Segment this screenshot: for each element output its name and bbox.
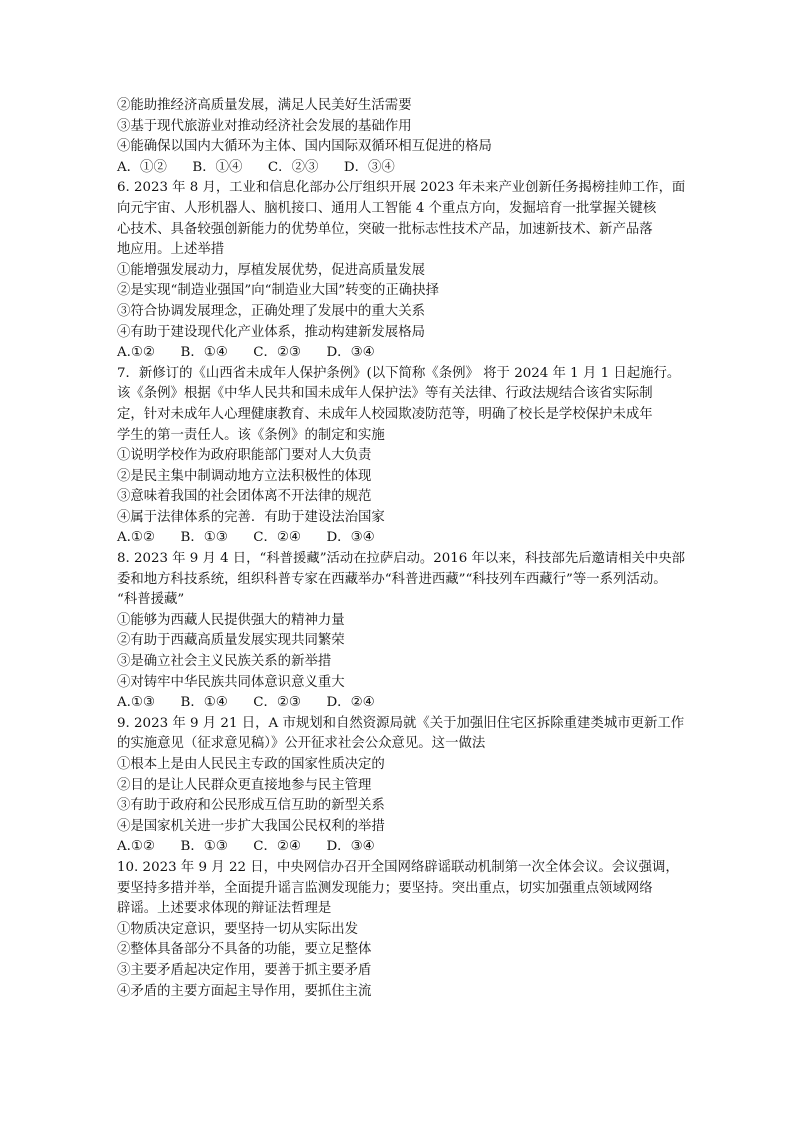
option-item: ②是实现“制造业强国”向“制造业大国”转变的正确抉择 — [117, 283, 439, 299]
option-item: ①能够为西藏人民提供强大的精神力量 — [117, 612, 345, 628]
answer-choices: A.①③ B．①④ C．②③ D．②④ — [117, 695, 375, 711]
option-item: ③是确立社会主义民族关系的新举措 — [117, 654, 332, 670]
option-item: ④有助于建设现代化产业体系，推动构建新发展格局 — [117, 324, 425, 340]
question-stem-line: 心技术、具备较强创新能力的优势单位，突破一批标志性技术产品，加速新技术、新产品落 — [117, 221, 653, 237]
option-item: ①根本上是由人民民主专政的国家性质决定的 — [117, 757, 385, 772]
option-item: ③有助于政府和公民形成互信互助的新型关系 — [117, 798, 385, 814]
answer-choices: A.①② B．①③ C．②④ D．③④ — [117, 530, 375, 546]
question-stem-line: 学生的第一责任人。该《条例》的制定和实施 — [117, 427, 385, 443]
answer-choices: A.①② B．①④ C．②③ D．③④ — [117, 345, 375, 361]
answer-choices: A．①② B．①④ C．②③ D．③④ — [117, 159, 395, 175]
question-stem-line: 9. 2023 年 9 月 21 日，A 市规划和自然资源局就《关于加强旧住宅区拆除重建类城市更新工作 — [117, 715, 685, 731]
option-item: ②能助推经济高质量发展，满足人民美好生活需要 — [117, 98, 412, 113]
option-item: ②是民主集中制调动地方立法积极性的体现 — [117, 468, 372, 484]
option-item: ②目的是让人民群众更直接地参与民主管理 — [117, 777, 372, 793]
option-item: ④矛盾的主要方面起主导作用，要抓住主流 — [117, 983, 372, 999]
question-stem-line: 向元宇宙、人形机器人、脑机接口、通用人工智能 4 个重点方向，发掘培育一批掌握关键核 — [117, 200, 657, 216]
question-stem-line: 7．新修订的《山西省未成年人保护条例》(以下简称《条例》 将于 2024 年 1 月 1 日起施行。 — [117, 365, 681, 381]
question-stem-line: 定，针对未成年人心理健康教育、未成年人校园欺凌防范等，明确了校长是学校保护未成年 — [117, 406, 653, 422]
option-item: ④是国家机关进一步扩大我国公民权利的举措 — [117, 818, 385, 834]
answer-choices: A.①② B．①③ C．②④ D．③④ — [117, 839, 375, 855]
option-item: ①说明学校作为政府职能部门要对人大负责 — [117, 448, 372, 464]
option-item: ③主要矛盾起决定作用，要善于抓主要矛盾 — [117, 962, 372, 978]
option-item: ④属于法律体系的完善．有助于建设法治国家 — [117, 509, 385, 525]
option-item: ②有助于西藏高质量发展实现共同繁荣 — [117, 633, 345, 649]
question-9 — [117, 714, 685, 858]
option-item: ④能确保以国内大循环为主体、国内国际双循环相互促进的格局 — [117, 139, 492, 155]
question-stem-line: 6. 2023 年 8 月，工业和信息化部办公厅组织开展 2023 年未来产业创新任务揭榜挂帅工作，面 — [117, 180, 686, 196]
option-item: ①物质决定意识，要坚持一切从实际出发 — [117, 921, 359, 937]
question-stem-line: 委和地方科技系统，组织科普专家在西藏举办“科普进西藏”“科技列车西藏行”等一系列活动。 — [117, 571, 667, 587]
question-stem-line: “科普援藏” — [117, 592, 185, 608]
question-6 — [117, 178, 685, 363]
question-stem-line: 10. 2023 年 9 月 22 日，中央网信办召开全国网络辟谣联动机制第一次全体会议。会议强调， — [117, 859, 679, 875]
exam-page — [117, 96, 685, 1002]
option-item: ②整体具备部分不具备的功能，要立足整体 — [117, 942, 372, 958]
option-item: ③基于现代旅游业对推动经济社会发展的基础作用 — [117, 118, 412, 134]
question-8 — [117, 549, 685, 714]
question-stem-line: 8. 2023 年 9 月 4 日，“科普援藏”活动在拉萨启动。2016 年以来，科技部先后邀请相关中央部 — [117, 551, 685, 567]
question-stem-line: 辟谣。上述要求体现的辩证法哲理是 — [117, 901, 332, 917]
question-7 — [117, 364, 685, 549]
option-item: ③意味着我国的社会团体离不开法律的规范 — [117, 489, 372, 505]
question-stem-line: 要坚持多措并举，全面提升谣言监测发现能力；要坚持。突出重点，切实加强重点领域网络 — [117, 880, 653, 896]
option-item: ①能增强发展动力，厚植发展优势，促进高质量发展 — [117, 262, 425, 278]
question-stem-line: 的实施意见（征求意见稿）》公开征求社会公众意见。这一做法 — [117, 736, 486, 752]
option-item: ④对铸牢中华民族共同体意识意义重大 — [117, 674, 345, 690]
question-stem-line: 地应用。上述举措 — [117, 242, 225, 258]
question-5-tail — [117, 96, 685, 178]
option-item: ③符合协调发展理念，正确处理了发展中的重大关系 — [117, 303, 425, 319]
question-stem-line: 该《条例》根据《中华人民共和国未成年人保护法》等有关法律、行政法规结合该省实际制 — [117, 386, 653, 402]
question-10 — [117, 858, 685, 1002]
